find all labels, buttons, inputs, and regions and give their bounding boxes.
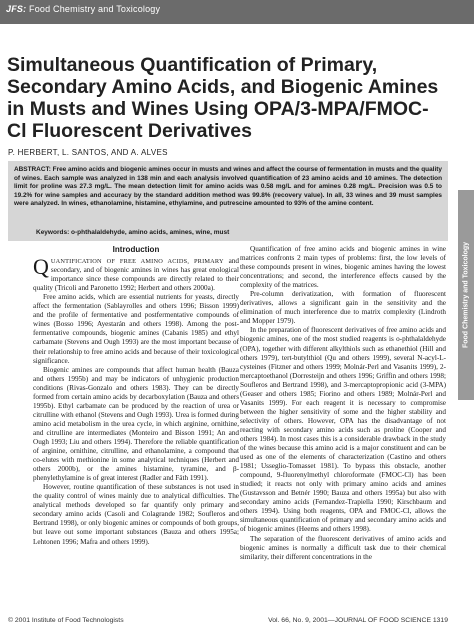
introduction-heading: Introduction bbox=[112, 245, 160, 254]
journal-section: Food Chemistry and Toxicology bbox=[29, 4, 161, 14]
keywords-label: Keywords: bbox=[36, 229, 70, 236]
right-column bbox=[240, 245, 446, 562]
right-paragraph-4: The separation of the fluorescent derivatives of amino acids and biogenic amines is normally a difficult task due to their chemical similarity, their different concentrations in the bbox=[240, 534, 446, 561]
intro-paragraph-2: Free amino acids, which are essential nutrients for yeasts, directly affect the fermentation (Sablayrolles and others 1996; Bisson 1999) and the profile of fermentative and postfermentative compounds of wines (Bosso 1996; Ayestarán and others 1998). Among the post-fermentative compounds, biogenic amines (Cabanis 1985) and ethyl carbamate (Stevens and Ough 1993) are the most important because of their relationship to free amino acids and because of their toxicological significance. bbox=[33, 293, 239, 365]
journal-citation: Vol. 66, No. 9, 2001—JOURNAL OF FOOD SCIENCE 1319 bbox=[268, 617, 448, 624]
drop-cap: Q bbox=[33, 254, 49, 280]
copyright: © 2001 Institute of Food Technologists bbox=[8, 617, 124, 624]
intro-paragraph-1 bbox=[33, 254, 239, 293]
abstract-text: Free amino acids and biogenic amines occur in musts and wines and affect the course of fermentation in musts and the quality of wines. Each sample was analyzed in 138 min and each analysis involved quantification of 23 amino acids and 10 amines. The detection limit for proline was 27.3 mg/L. The mean detection limit for amino acids was 0.58 mg/L and for amines 0.28 mg/L. Precision was 0.5 to 19.2% for wine samples and accuracy by the standard addition method was 99.8% (recovery value). In all, 33 wines and 39 must samples were analyzed. In wines, ethanolamine, histamine, ethylamine, and putrescine amounted to 93% of the amine content. bbox=[14, 166, 442, 208]
intro-paragraph-1-text: and secondary, and of biogenic amines in wines has great enological importance since these compounds are directly related to their quality (Tricoli and Paronetto 1992; Herbert and others 2000a). bbox=[33, 257, 239, 293]
intro-paragraph-3: Biogenic amines are compounds that affect human health (Bauza and others 1995b) and may be indicators of unhygienic production conditions (Rivas-Gonzalo and others 1983). They can be directly formed from certain amino acids by decarboxylation (Bauza and others 1995b). Ethyl carbamate can be produced by the reaction of urea or citrulline with ethanol (Stevens and Ough 1993). Urea is formed during amino acid metabolism in the urea cycle, in which arginine, ornithine, and citrulline are intermediates (Monteiro and Bisson 1991; An and Ough 1993; Liu and others 1994). Therefore the reliable quantification of arginine, ornithine, citrulline, and ethanolamine, a compound that co-elutes with methionine in some analytical techniques (Herbert and others 2000b), or the amines histamine, tyramine, and β-phenylethylamine is of great interest (Radler and Fäth 1991). bbox=[33, 365, 239, 483]
keywords-text: o-phthalaldehyde, amino acids, amines, wine, must bbox=[71, 229, 230, 236]
abstract-label: ABSTRACT: bbox=[14, 166, 51, 173]
article-authors: P. HERBERT, L. SANTOS, AND A. ALVES bbox=[8, 148, 168, 157]
intro-paragraph-4: However, routine quantification of these substances is not used in the quality control of wines mainly due to analytical difficulties. The analytical methods developed so far quantify only primary and secondary amino acids (Casoli and Colagrande 1982; Soufleros and Bertrand 1998), or only biogenic amines or compounds of both groups, but leave out some important substances (Bauza and others 1995a; Lehtonen 1996; Mafra and others 1999). bbox=[33, 483, 239, 546]
journal-header-bar bbox=[0, 0, 474, 24]
left-column bbox=[33, 245, 239, 547]
keywords bbox=[36, 229, 229, 236]
journal-abbreviation: JFS: bbox=[6, 4, 27, 14]
right-paragraph-3: In the preparation of fluorescent derivatives of free amino acids and biogenic amines, one of the most studied reagents is o-phthalaldehyde (OPA), together with different alkylthiols such as ethanethiol (Hill and others 1979), tert-butylthiol (Qu and others 1999), several N-acyl-L-cysteines (Fitzner and others 1999; Molnár-Perl and Vasanits 1999), 2-mercaptoethanol (Dorresteijn and others 1996; Griffin and others 1998; Soufleros and Bertrand 1998), and 3-mercaptopropionic acid (3-MPA) (Geaser and others 1985; Fiorino and others 1989; Molnár-Perl and Vasanits 1999). For each reagent it is necessary to compromise between the higher sensitivity of some and the higher stability and selectivity of others. However, OPA has the disadvantage of not reacting with secondary amino acids such as proline (Cooper and others 1984). In most cases this is a considerable drawback in the study of the wines because this amino acid is a major constituent and can be used as one of the elements of characterization (Castino and others 1981; Usseglio-Tomasset 1981). To bypass this obstacle, another compound, 9-fluorenylmethyl chloroformate (FMOC-Cl) has been studied; it reacts not only with primary amino acids and amines (Gustavsson and Betnér 1990; Bauza and others 1995a) but also with secondary amino acids (Fernandez-Trapiella 1990; Kirschbaum and others 1994). Using both reagents, OPA and FMOC-Cl, allows the simultaneous quantification of primary and secondary amino acids and of biogenic amines (Heems and others 1998). bbox=[240, 326, 446, 534]
side-tab-label: Food Chemistry and Toxicology bbox=[462, 241, 470, 349]
journal-tag bbox=[6, 4, 160, 14]
abstract bbox=[14, 166, 442, 209]
right-paragraph-1: Quantification of free amino acids and biogenic amines in wine matrices confronts 2 main types of problems: first, the low levels of these compounds present in wines, biogenic amines having the lowest concentrations; and second, the interference effects caused by the complexity of the matrices. bbox=[240, 245, 446, 290]
side-section-tab bbox=[458, 190, 474, 400]
right-paragraph-2: Pre-column derivatization, with formation of fluorescent derivatives, allows a significant gain in the sensitivity and the elimination of much interference due to matrix complexity (Lindroth and Mopper 1979). bbox=[240, 290, 446, 326]
intro-lead-smallcaps: UANTIFICATION OF FREE AMINO ACIDS, PRIMARY bbox=[50, 258, 224, 266]
article-title: Simultaneous Quantification of Primary, Secondary Amino Acids, and Biogenic Amines in Musts and Wines Using OPA/3-MPA/FMOC-Cl Fluorescent Derivatives bbox=[7, 54, 439, 142]
